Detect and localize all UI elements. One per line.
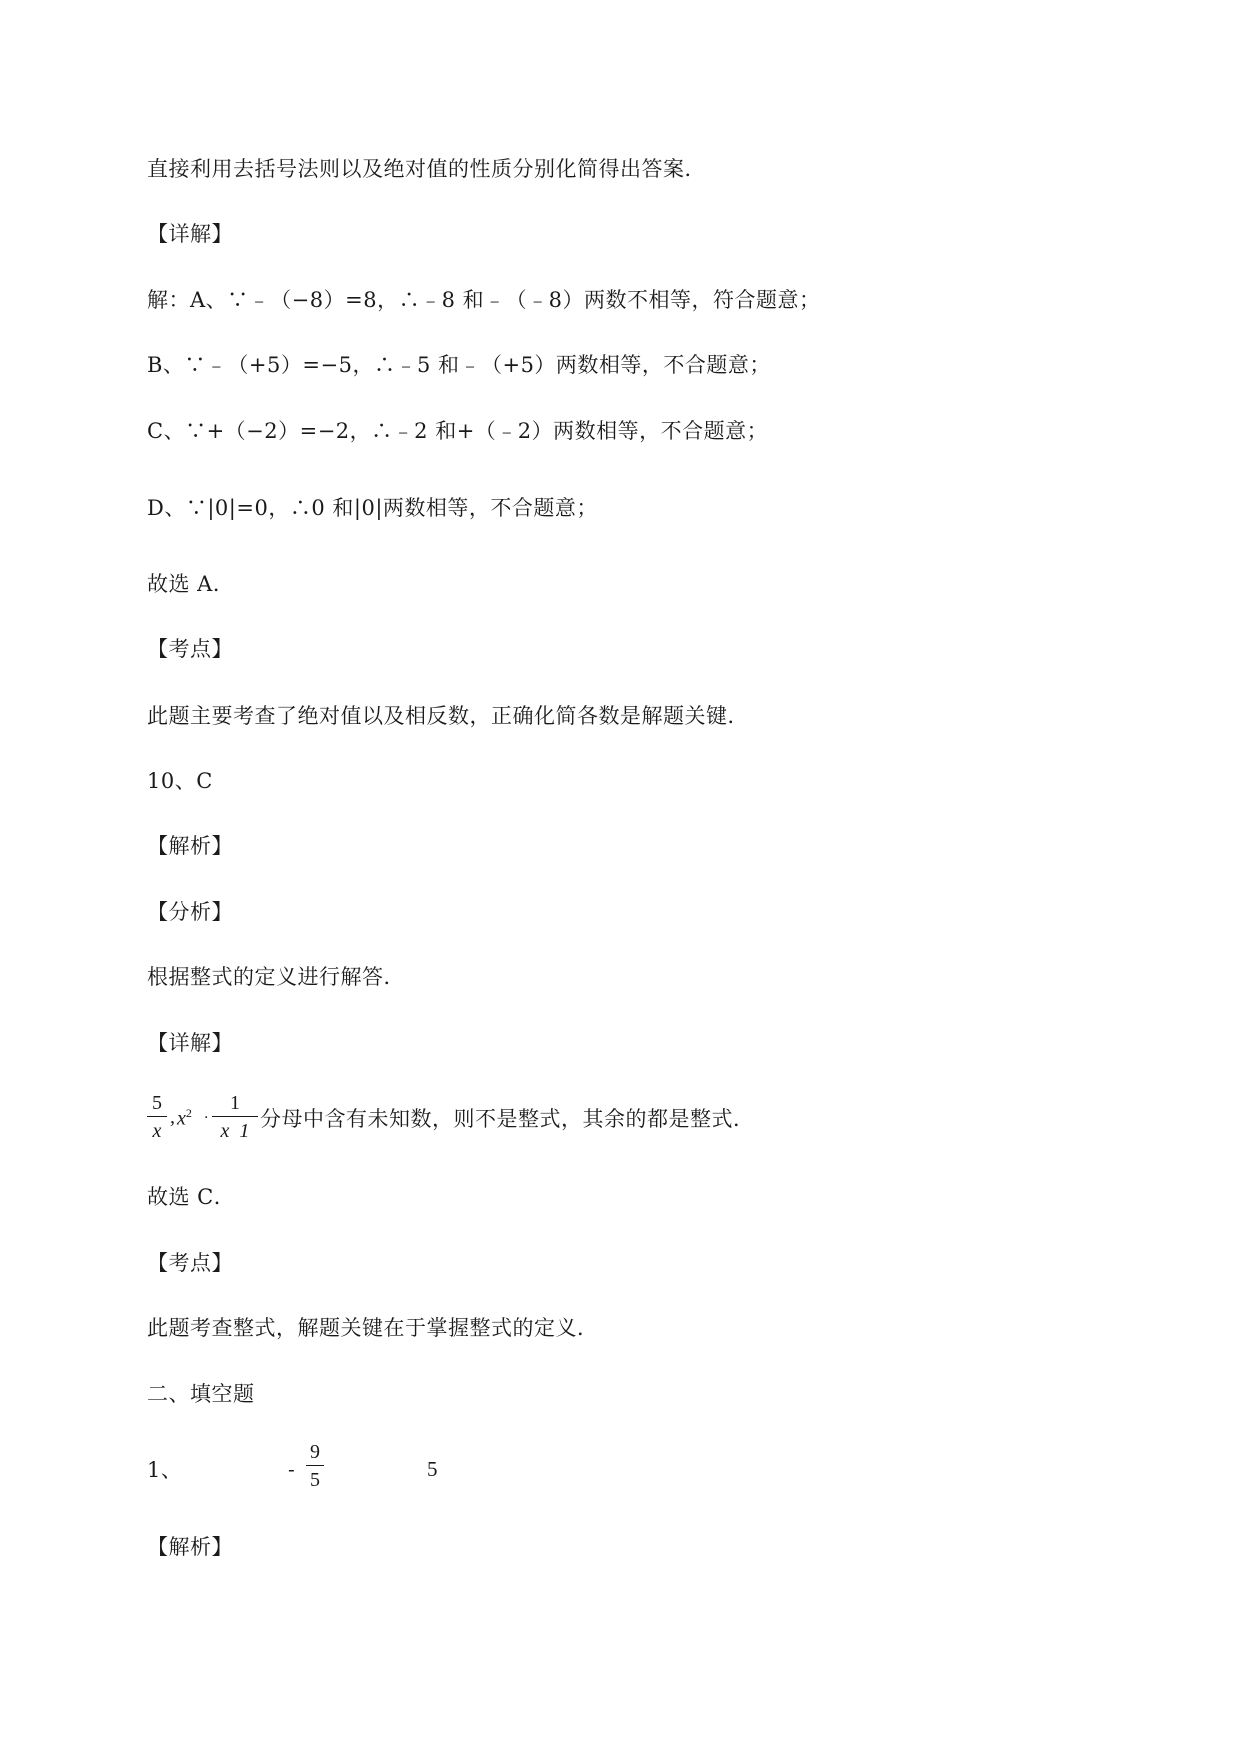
section-heading-detail-2: 【详解】 [147, 1031, 233, 1055]
x-squared: $x^2$ [177, 1106, 192, 1130]
abs-left-bar: | [353, 496, 362, 520]
option-d-middle: =0，∴0 和 [236, 496, 354, 520]
fraction-5-over-x: 5 x [147, 1092, 167, 1142]
option-d-prefix: D、∵ [147, 496, 208, 520]
analysis-text-2: 根据整式的定义进行解答． [147, 965, 405, 989]
analysis-text: 直接利用去括号法则以及绝对值的性质分别化简得出答案． [147, 157, 706, 181]
abs-value-2: 0 [361, 496, 376, 520]
abs-left-bar: | [207, 496, 215, 520]
section-heading-detail: 【详解】 [147, 222, 233, 246]
keypoint-text: 此题主要考查了绝对值以及相反数，正确化简各数是解题关键． [147, 704, 749, 728]
abs-right-bar: | [375, 496, 383, 520]
section-heading-keypoint: 【考点】 [147, 637, 233, 661]
section-heading-analysis: 【分析】 [147, 900, 233, 924]
solution-option-a: 解：A、∵﹣（−8）=8，∴﹣8 和﹣（﹣8）两数不相等，符合题意； [147, 288, 821, 312]
abs-right-bar: | [228, 496, 237, 520]
question-number: 1、 [147, 1458, 183, 1482]
fraction-explanation-text: 分母中含有未知数，则不是整式，其余的都是整式． [260, 1107, 755, 1131]
separator-mark: · [204, 1110, 209, 1126]
answer-choice-c: 故选 C． [147, 1185, 236, 1209]
answer-choice-a: 故选 A． [147, 572, 235, 596]
question-10-answer: 10、C [147, 769, 213, 793]
minus-sign: - [288, 1457, 295, 1481]
fraction-1-over-x-minus-1: 1 x 1 [212, 1092, 258, 1142]
solution-option-c: C、∵+（−2）=−2，∴﹣2 和+（﹣2）两数相等，不合题意； [147, 419, 769, 443]
option-d-suffix: 两数相等，不合题意； [382, 496, 598, 520]
fraction-9-over-5: 9 5 [306, 1441, 324, 1491]
solution-option-d [147, 493, 598, 523]
abs-value-1: 0 [214, 496, 229, 520]
keypoint-text-2: 此题考查整式，解题关键在于掌握整式的定义． [147, 1316, 599, 1340]
comma-separator: , [170, 1106, 175, 1128]
solution-option-b: B、∵﹣（+5）=−5，∴﹣5 和﹣（+5）两数相等，不合题意； [147, 353, 771, 377]
answer-value: 5 [427, 1457, 438, 1481]
section-heading-keypoint-2: 【考点】 [147, 1251, 233, 1275]
section-title-fill-blank: 二、填空题 [147, 1382, 255, 1406]
section-heading-parse: 【解析】 [147, 834, 233, 858]
section-heading-parse-2: 【解析】 [147, 1535, 233, 1559]
